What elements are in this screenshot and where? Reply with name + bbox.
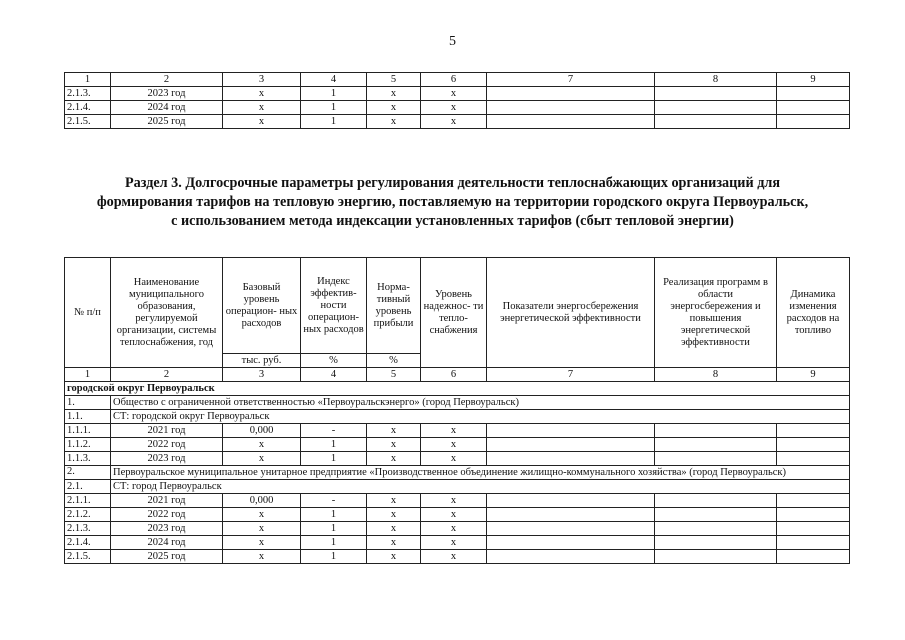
row-year: 2024 год: [111, 101, 223, 115]
cell-index: 1: [301, 550, 367, 564]
cell-empty: [655, 494, 777, 508]
cell-reliability: x: [421, 424, 487, 438]
cell-empty: [655, 522, 777, 536]
header-num: № п/п: [65, 258, 111, 368]
row-year: 2021 год: [111, 494, 223, 508]
col-number: 9: [777, 73, 850, 87]
row-number: 2.1.5.: [65, 550, 111, 564]
row-year: 2023 год: [111, 87, 223, 101]
header-energy: Показатели энергосбережения энергетической эффективности: [487, 258, 655, 368]
col-number: 6: [421, 368, 487, 382]
cell-empty: [655, 536, 777, 550]
cell-reliability: x: [421, 536, 487, 550]
cell-index: 1: [301, 87, 367, 101]
row-year: 2023 год: [111, 522, 223, 536]
cell-empty: [487, 438, 655, 452]
row-number: 2.1.3.: [65, 87, 111, 101]
cell-norm: x: [367, 550, 421, 564]
organization-row: [65, 466, 850, 480]
system-name: СТ: город Первоуральск: [111, 480, 850, 494]
cell-empty: [655, 438, 777, 452]
cell-norm: x: [367, 522, 421, 536]
cell-reliability: x: [421, 87, 487, 101]
cell-norm: x: [367, 508, 421, 522]
col-number: 8: [655, 368, 777, 382]
col-number: 4: [301, 73, 367, 87]
cell-empty: [655, 452, 777, 466]
row-number: 2.1.: [65, 480, 111, 494]
cell-norm: x: [367, 536, 421, 550]
cell-base: x: [223, 438, 301, 452]
cell-reliability: x: [421, 508, 487, 522]
col-number: 3: [223, 368, 301, 382]
unit-base: тыс. руб.: [223, 354, 301, 368]
cell-index: 1: [301, 452, 367, 466]
main-table: [64, 257, 850, 564]
cell-empty: [655, 115, 777, 129]
cell-norm: x: [367, 101, 421, 115]
cell-empty: [655, 424, 777, 438]
header-row: [65, 258, 850, 354]
system-row: [65, 410, 850, 424]
col-number: 7: [487, 368, 655, 382]
cell-reliability: x: [421, 438, 487, 452]
table-row: [65, 424, 850, 438]
cell-index: 1: [301, 536, 367, 550]
row-number: 2.1.4.: [65, 101, 111, 115]
cell-empty: [777, 115, 850, 129]
header-reliability: Уровень надежнос- ти тепло- снабжения: [421, 258, 487, 368]
cell-empty: [655, 508, 777, 522]
col-number: 2: [111, 73, 223, 87]
table-row: [65, 536, 850, 550]
table-row: [65, 115, 850, 129]
heading-line: с использованием метода индексации установленных тарифов (сбыт тепловой энергии): [171, 213, 734, 229]
organization-name: Первоуральское муниципальное унитарное предприятие «Производственное объединение жилищно-коммунального хозяйства» (город Первоуральск): [111, 466, 850, 480]
row-year: 2022 год: [111, 508, 223, 522]
cell-base: x: [223, 101, 301, 115]
cell-base: x: [223, 508, 301, 522]
col-number: 9: [777, 368, 850, 382]
table-row: [65, 438, 850, 452]
cell-norm: x: [367, 115, 421, 129]
cell-empty: [777, 550, 850, 564]
column-number-row: [65, 73, 850, 87]
col-number: 6: [421, 73, 487, 87]
cell-empty: [487, 101, 655, 115]
cell-empty: [777, 508, 850, 522]
cell-norm: x: [367, 424, 421, 438]
row-number: 2.: [65, 466, 111, 480]
row-number: 1.1.: [65, 410, 111, 424]
cell-index: 1: [301, 101, 367, 115]
cell-reliability: x: [421, 550, 487, 564]
cell-index: 1: [301, 115, 367, 129]
district-row: [65, 382, 850, 396]
heading-line: формирования тарифов на тепловую энергию, поставляемую на территории городского округа Первоуральск,: [96, 194, 809, 210]
table-row: [65, 508, 850, 522]
header-name: Наименование муниципального образования, регулируемой организации, системы теплоснабжения, год: [111, 258, 223, 368]
cell-empty: [487, 550, 655, 564]
cell-empty: [487, 508, 655, 522]
cell-base: x: [223, 550, 301, 564]
header-index: Индекс эффектив- ности операцион- ных расходов: [301, 258, 367, 354]
table-row: [65, 101, 850, 115]
heading-line: Раздел 3. Долгосрочные параметры регулирования деятельности теплоснабжающих организаций для: [124, 175, 781, 191]
cell-base: x: [223, 522, 301, 536]
cell-base: x: [223, 452, 301, 466]
cell-empty: [655, 101, 777, 115]
cell-empty: [777, 452, 850, 466]
cell-reliability: x: [421, 452, 487, 466]
col-number: 8: [655, 73, 777, 87]
cell-base: x: [223, 115, 301, 129]
cell-empty: [777, 438, 850, 452]
cell-empty: [487, 87, 655, 101]
cell-reliability: x: [421, 522, 487, 536]
cell-index: 1: [301, 522, 367, 536]
col-number: 5: [367, 368, 421, 382]
col-number: 1: [65, 73, 111, 87]
col-number: 1: [65, 368, 111, 382]
cell-empty: [777, 87, 850, 101]
row-number: 2.1.2.: [65, 508, 111, 522]
unit-norm: %: [367, 354, 421, 368]
table-row: [65, 87, 850, 101]
cell-index: -: [301, 494, 367, 508]
col-number: 5: [367, 73, 421, 87]
unit-index: %: [301, 354, 367, 368]
cell-empty: [777, 424, 850, 438]
cell-empty: [655, 550, 777, 564]
cell-empty: [487, 536, 655, 550]
cell-index: 1: [301, 508, 367, 522]
row-number: 2.1.5.: [65, 115, 111, 129]
cell-base: 0,000: [223, 424, 301, 438]
cell-empty: [487, 452, 655, 466]
row-year: 2023 год: [111, 452, 223, 466]
cell-base: x: [223, 87, 301, 101]
page-number: 5: [449, 34, 456, 49]
row-year: 2025 год: [111, 115, 223, 129]
cell-norm: x: [367, 438, 421, 452]
col-number: 3: [223, 73, 301, 87]
cell-empty: [777, 101, 850, 115]
row-number: 2.1.1.: [65, 494, 111, 508]
system-row: [65, 480, 850, 494]
row-year: 2024 год: [111, 536, 223, 550]
column-number-row: [65, 368, 850, 382]
cell-empty: [487, 115, 655, 129]
cell-reliability: x: [421, 115, 487, 129]
cell-empty: [487, 424, 655, 438]
section-heading: [40, 174, 865, 231]
table-row: [65, 522, 850, 536]
district-name: городской округ Первоуральск: [65, 382, 850, 396]
row-year: 2021 год: [111, 424, 223, 438]
cell-base: 0,000: [223, 494, 301, 508]
table-row: [65, 494, 850, 508]
table-row: [65, 550, 850, 564]
organization-row: [65, 396, 850, 410]
cell-empty: [777, 536, 850, 550]
cell-norm: x: [367, 87, 421, 101]
row-number: 2.1.4.: [65, 536, 111, 550]
row-number: 1.1.2.: [65, 438, 111, 452]
row-year: 2022 год: [111, 438, 223, 452]
row-number: 2.1.3.: [65, 522, 111, 536]
cell-empty: [487, 522, 655, 536]
col-number: 7: [487, 73, 655, 87]
top-table: [64, 72, 850, 129]
cell-index: 1: [301, 438, 367, 452]
cell-empty: [777, 494, 850, 508]
row-number: 1.1.1.: [65, 424, 111, 438]
col-number: 2: [111, 368, 223, 382]
header-norm: Норма- тивный уровень прибыли: [367, 258, 421, 354]
table-row: [65, 452, 850, 466]
cell-index: -: [301, 424, 367, 438]
cell-norm: x: [367, 452, 421, 466]
header-base: Базовый уровень операцион- ных расходов: [223, 258, 301, 354]
row-number: 1.1.3.: [65, 452, 111, 466]
system-name: СТ: городской округ Первоуральск: [111, 410, 850, 424]
row-year: 2025 год: [111, 550, 223, 564]
organization-name: Общество с ограниченной ответственностью «Первоуральскэнерго» (город Первоуральск): [111, 396, 850, 410]
cell-norm: x: [367, 494, 421, 508]
cell-empty: [487, 494, 655, 508]
cell-empty: [777, 522, 850, 536]
col-number: 4: [301, 368, 367, 382]
cell-reliability: x: [421, 101, 487, 115]
header-dynamics: Динамика изменения расходов на топливо: [777, 258, 850, 368]
header-programs: Реализация программ в области энергосбережения и повышения энергетической эффективности: [655, 258, 777, 368]
cell-base: x: [223, 536, 301, 550]
cell-reliability: x: [421, 494, 487, 508]
cell-empty: [655, 87, 777, 101]
row-number: 1.: [65, 396, 111, 410]
